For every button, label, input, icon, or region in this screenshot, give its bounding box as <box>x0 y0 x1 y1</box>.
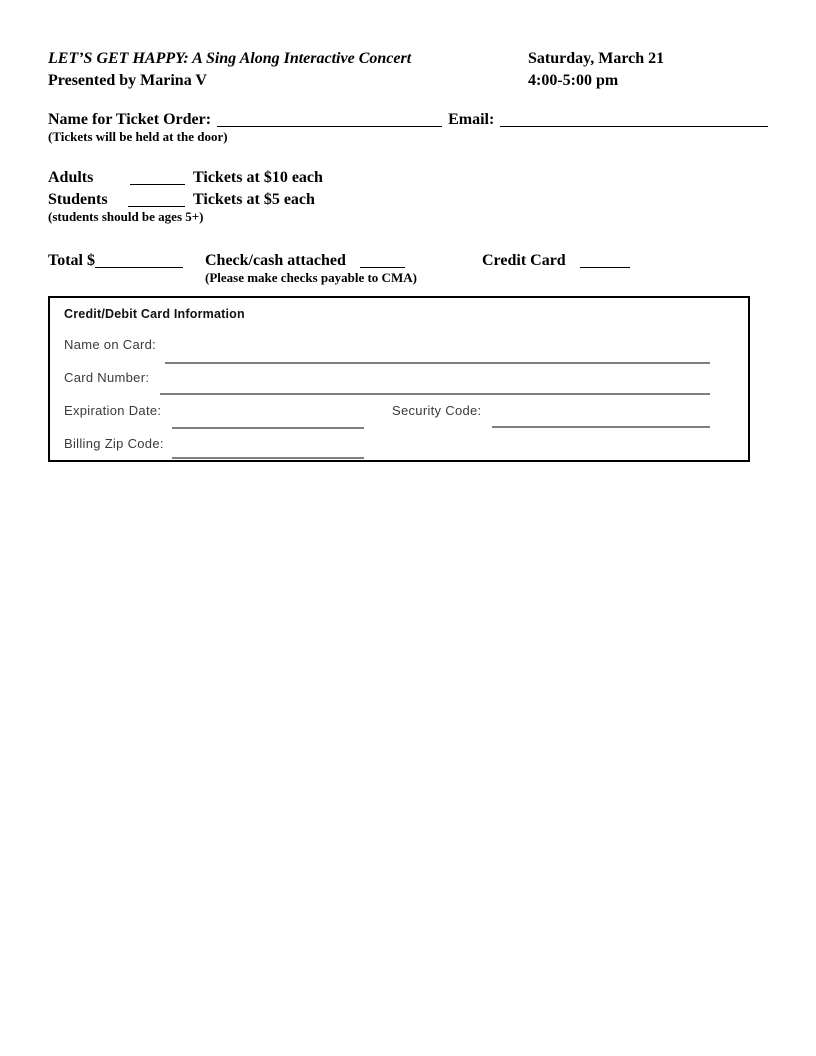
total-label: Total $ <box>48 252 95 269</box>
event-date: Saturday, March 21 <box>528 50 665 67</box>
name-for-ticket-order-label: Name for Ticket Order: <box>48 111 212 128</box>
students-label: Students <box>48 191 108 208</box>
name-for-ticket-order-blank[interactable] <box>217 112 442 127</box>
check-cash-label: Check/cash attached <box>205 252 346 269</box>
checks-payable-note: (Please make checks payable to CMA) <box>205 270 417 285</box>
total-amount-blank[interactable] <box>95 253 183 268</box>
presented-by: Presented by Marina V <box>48 72 207 89</box>
expiration-date-label: Expiration Date: <box>64 403 162 418</box>
credit-card-blank[interactable] <box>580 253 630 268</box>
header-right <box>528 48 664 92</box>
security-code-line[interactable] <box>492 426 710 428</box>
email-blank[interactable] <box>500 112 768 127</box>
event-time: 4:00-5:00 pm <box>528 72 619 89</box>
check-cash-group <box>205 250 405 272</box>
students-price-label: Tickets at $5 each <box>193 191 315 208</box>
order-contact-row <box>48 109 768 131</box>
credit-debit-card-box <box>48 296 750 462</box>
adults-price-label: Tickets at $10 each <box>193 169 323 186</box>
name-on-card-label: Name on Card: <box>64 337 157 352</box>
card-number-line[interactable] <box>160 393 710 395</box>
students-qty-blank[interactable] <box>128 192 185 207</box>
adults-qty-blank[interactable] <box>130 170 185 185</box>
students-age-note: (students should be ages 5+) <box>48 209 204 224</box>
credit-card-label: Credit Card <box>482 252 566 269</box>
security-code-label: Security Code: <box>392 403 482 418</box>
check-cash-blank[interactable] <box>360 253 405 268</box>
total-group <box>48 250 183 272</box>
students-row <box>48 189 315 211</box>
billing-zip-label: Billing Zip Code: <box>64 436 164 451</box>
billing-zip-line[interactable] <box>172 457 364 459</box>
card-number-label: Card Number: <box>64 370 150 385</box>
name-on-card-line[interactable] <box>165 362 710 364</box>
adults-label: Adults <box>48 169 94 186</box>
expiration-date-line[interactable] <box>172 427 364 429</box>
tickets-held-note: (Tickets will be held at the door) <box>48 129 228 144</box>
card-box-heading: Credit/Debit Card Information <box>64 307 245 321</box>
adults-row <box>48 167 323 189</box>
event-title: LET’S GET HAPPY: A Sing Along Interactive Concert <box>48 50 412 67</box>
credit-card-group <box>482 250 630 272</box>
header-left <box>48 48 411 92</box>
email-label: Email: <box>448 111 495 128</box>
